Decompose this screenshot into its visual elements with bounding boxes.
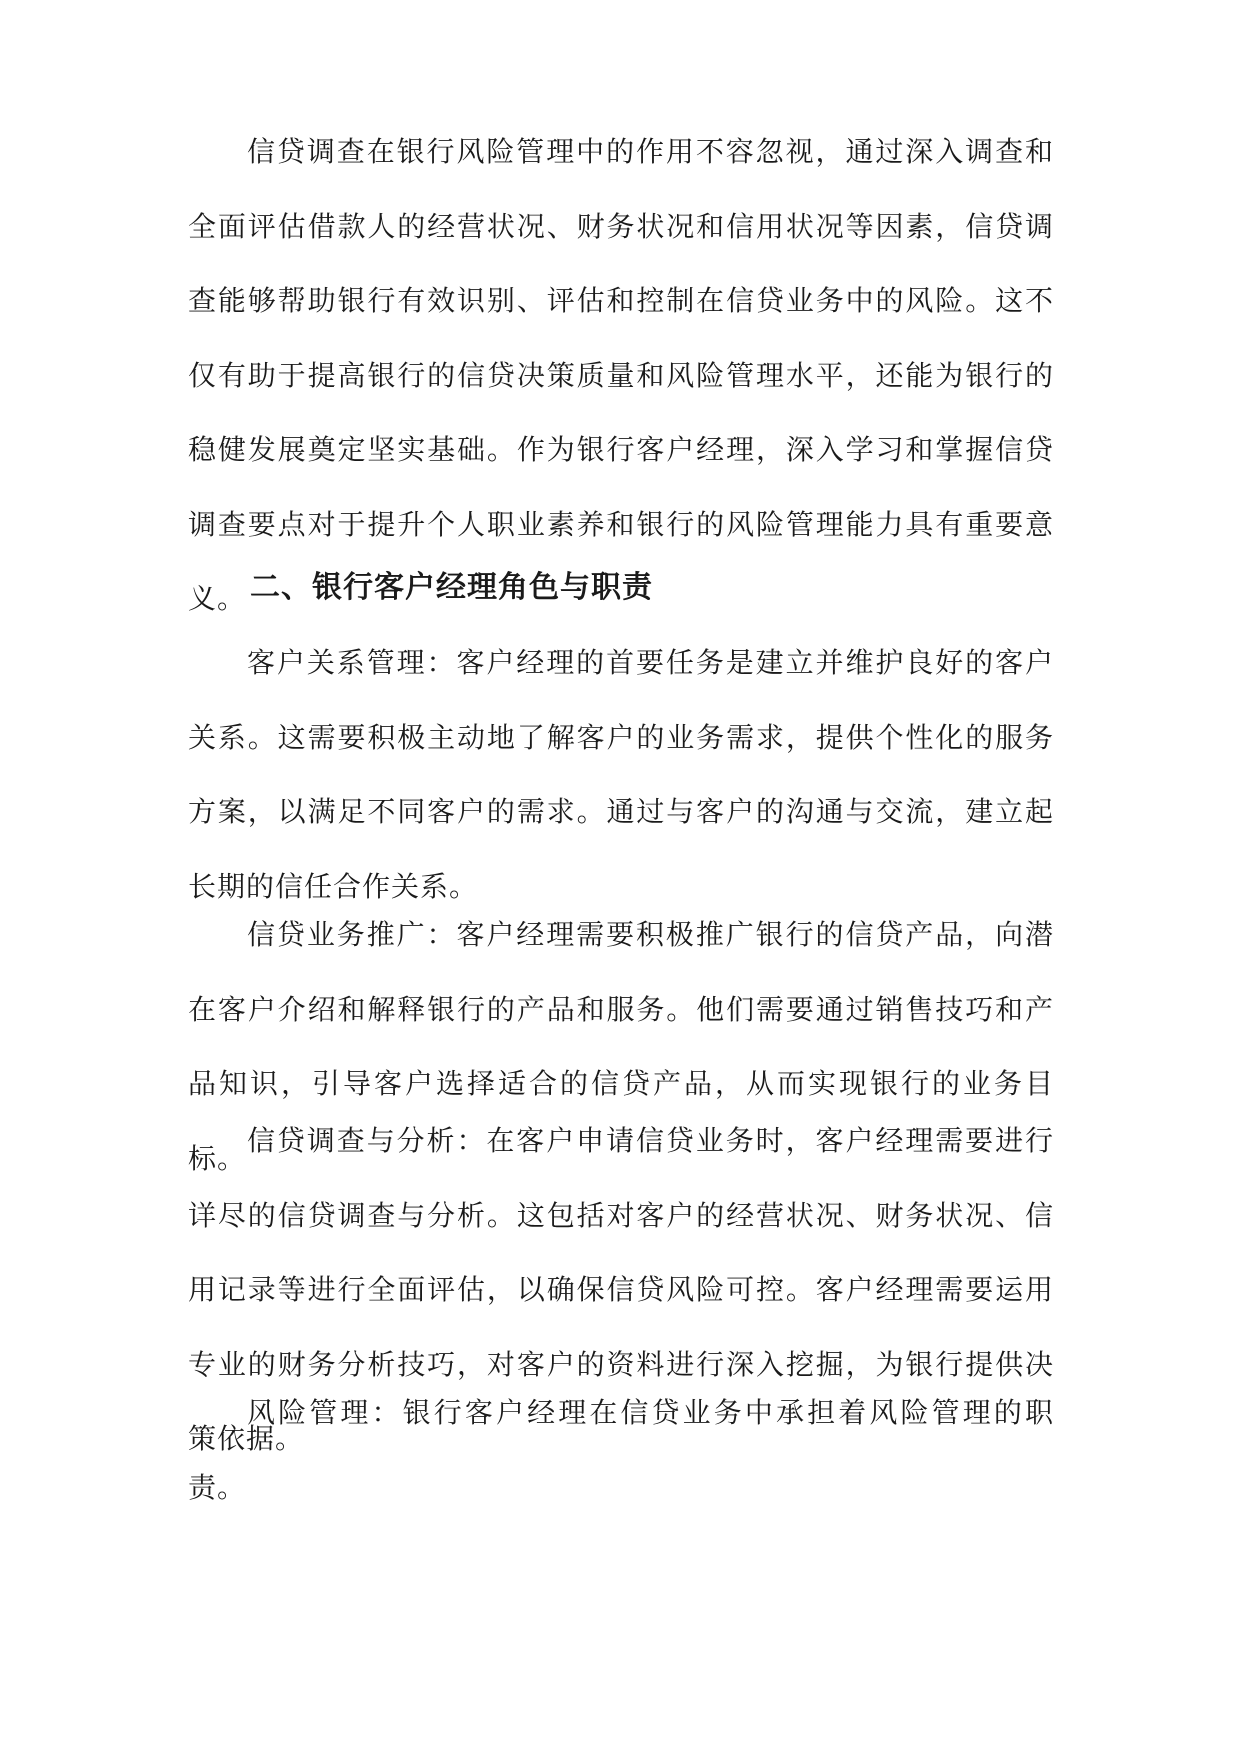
credit-promotion-paragraph: 信贷业务推广：客户经理需要积极推广银行的信贷产品，向潜在客户介绍和解释银行的产品和服务。他们需要通过销售技巧和产品知识，引导客户选择适合的信贷产品，从而实现银行的业务目标。 xyxy=(188,918,1054,1175)
credit-investigation-paragraph: 信贷调查与分析：在客户申请信贷业务时，客户经理需要进行详尽的信贷调查与分析。这包括对客户的经营状况、财务状况、信用记录等进行全面评估，以确保信贷风险可控。客户经理需要运用专业的财务分析技巧，对客户的资料进行深入挖掘，为银行提供决策依据。 xyxy=(188,1124,1054,1455)
intro-paragraph: 信贷调查在银行风险管理中的作用不容忽视，通过深入调查和全面评估借款人的经营状况、财务状况和信用状况等因素，信贷调查能够帮助银行有效识别、评估和控制在信贷业务中的风险。这不仅有助于提高银行的信贷决策质量和风险管理水平，还能为银行的稳健发展奠定坚实基础。作为银行客户经理，深入学习和掌握信贷调查要点对于提升个人职业素养和银行的风险管理能力具有重要意义。 xyxy=(188,135,1054,615)
customer-relations-paragraph: 客户关系管理：客户经理的首要任务是建立并维护良好的客户关系。这需要积极主动地了解客户的业务需求，提供个性化的服务方案，以满足不同客户的需求。通过与客户的沟通与交流，建立起长期的信任合作关系。 xyxy=(188,646,1054,903)
section-heading: 二、银行客户经理角色与职责 xyxy=(250,570,653,605)
risk-management-paragraph: 风险管理：银行客户经理在信贷业务中承担着风险管理的职责。 xyxy=(188,1396,1054,1504)
